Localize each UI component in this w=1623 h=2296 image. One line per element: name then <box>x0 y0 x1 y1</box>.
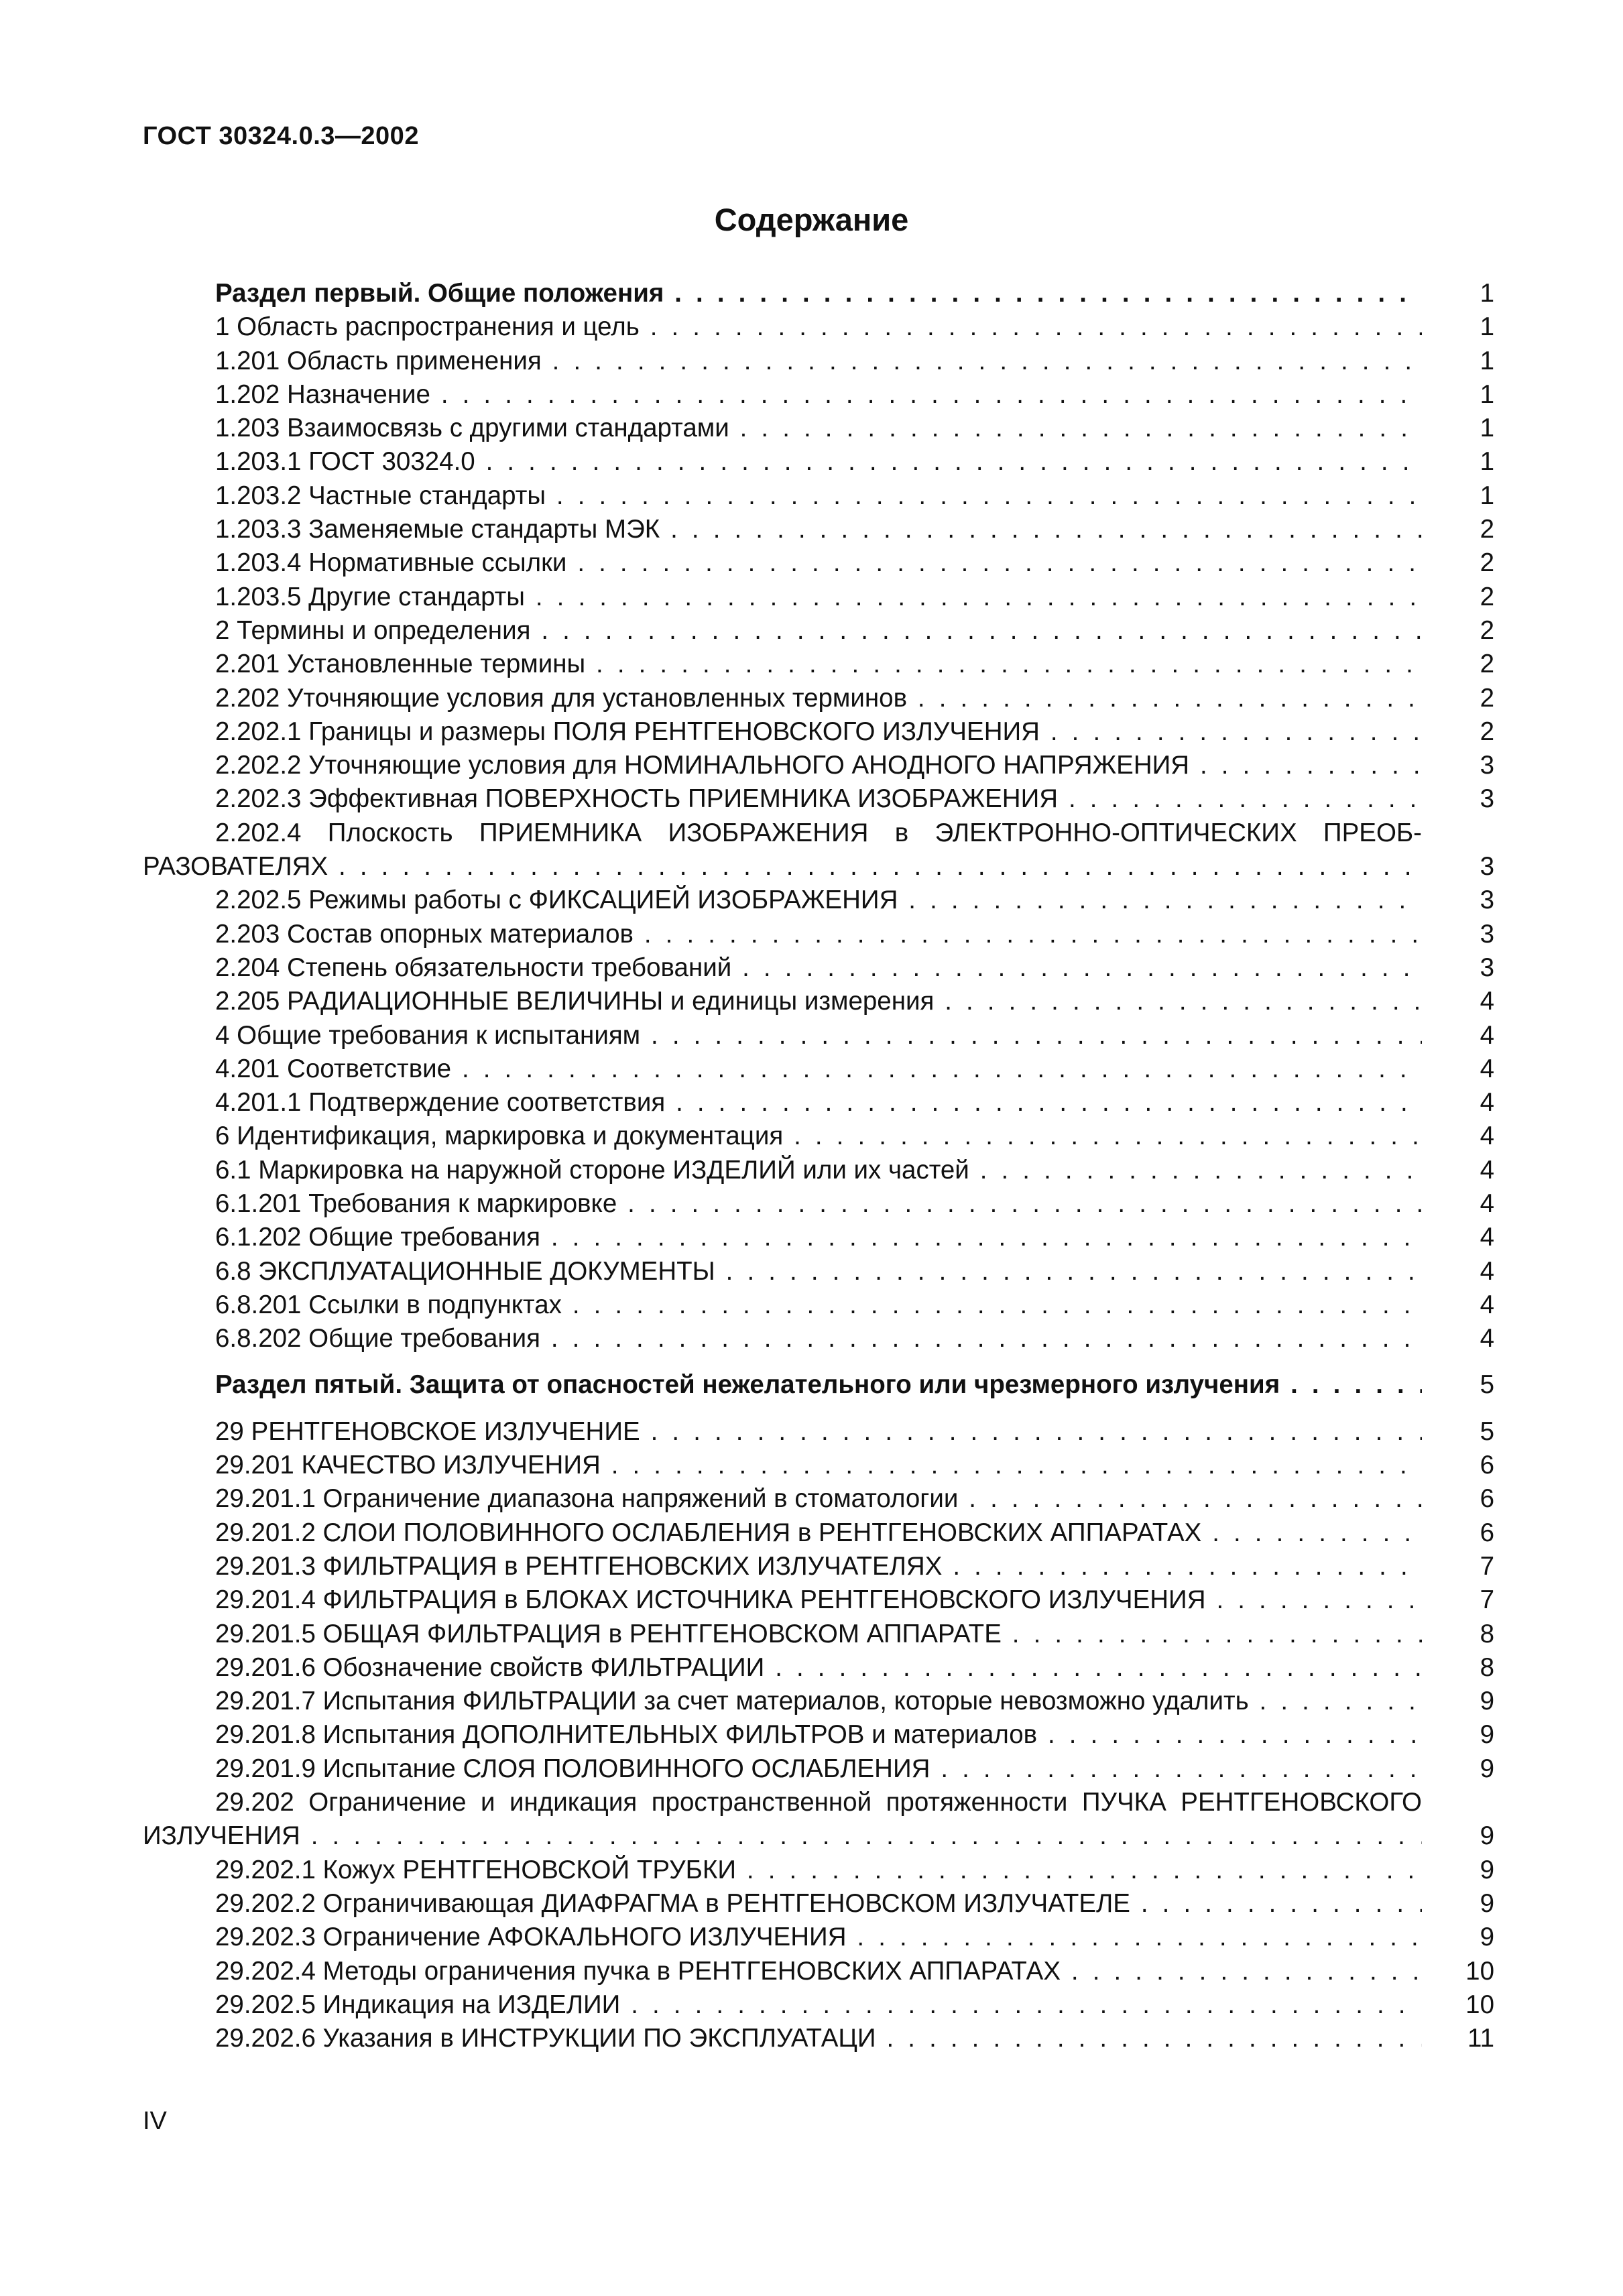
toc-entry <box>0 378 1623 412</box>
toc-entry-page: 1 <box>1480 481 1494 510</box>
toc-entry-text: РАЗОВАТЕЛЯХ . . . <box>143 850 1422 884</box>
toc-entry-page: 6 <box>1480 1451 1494 1480</box>
toc-entry-text: 4.201 Соответствие . . . <box>215 1052 1422 1086</box>
toc-entry-page: 6 <box>1480 1518 1494 1547</box>
toc-entry-page: 4 <box>1480 1155 1494 1185</box>
toc-entry-page: 8 <box>1480 1652 1494 1682</box>
toc-entry-text: 6.8.202 Общие требования . . . <box>215 1322 1422 1355</box>
toc-entry-page: 1 <box>1480 312 1494 342</box>
toc-entry <box>0 1415 1623 1449</box>
page-title: Содержание <box>714 202 909 237</box>
toc-entry-text: 6.8.201 Ссылки в подпунктах . . . <box>215 1288 1422 1322</box>
toc-entry-text: 1.201 Область применения . . . <box>215 345 1422 378</box>
toc-entry-text: 6.1.201 Требования к маркировке . . . <box>215 1187 1422 1221</box>
toc-entry-page: 9 <box>1480 1888 1494 1918</box>
toc-entry-page: 4 <box>1480 1324 1494 1353</box>
toc-entry <box>0 1516 1623 1550</box>
toc-entry-text: 29.202 Ограничение и индикация пространственной протяженности ПУЧКА РЕНТГЕНОВСКОГО <box>215 1788 1422 1817</box>
toc-entry-text: 29.201.1 Ограничение диапазона напряжений в стоматологии . . . <box>215 1482 1422 1516</box>
toc-entry <box>0 1221 1623 1254</box>
toc-entry <box>0 1955 1623 1988</box>
toc-entry-page: 5 <box>1480 1416 1494 1446</box>
toc-entry <box>0 1887 1623 1921</box>
toc-entry-page: 10 <box>1465 1990 1494 2019</box>
document-header: ГОСТ 30324.0.3—2002 <box>143 122 419 150</box>
toc-entry <box>0 749 1623 782</box>
toc-entry-text: 29.202.6 Указания в ИНСТРУКЦИИ ПО ЭКСПЛУАТАЦИ . . . <box>215 2022 1422 2055</box>
toc-entry-page: 4 <box>1480 1223 1494 1252</box>
toc-entry-text: 1.203.4 Нормативные ссылки . . . <box>215 546 1422 580</box>
toc-entry-page: 4 <box>1480 1189 1494 1219</box>
toc-entry-page: 9 <box>1480 1687 1494 1716</box>
toc-entry <box>0 918 1623 951</box>
toc-entry-page: 11 <box>1467 2024 1494 2053</box>
toc-entry <box>0 1322 1623 1355</box>
toc-entry <box>0 546 1623 580</box>
toc-entry <box>0 310 1623 344</box>
toc-entry <box>0 715 1623 749</box>
toc-entry <box>0 412 1623 445</box>
page-number: IV <box>143 2107 167 2135</box>
toc-entry-text: 1 Область распространения и цель . . . <box>215 310 1422 344</box>
toc-entry <box>0 614 1623 648</box>
toc-entry-page: 7 <box>1480 1551 1494 1581</box>
toc-entry-text: 2.203 Состав опорных материалов . . . <box>215 918 1422 951</box>
toc-entry-text: 29.202.1 Кожух РЕНТГЕНОВСКОЙ ТРУБКИ . . . <box>215 1854 1422 1887</box>
toc-entry-text: 6 Идентификация, маркировка и документация . . . <box>215 1120 1422 1153</box>
table-of-contents <box>0 277 1623 2055</box>
toc-entry-text: 2.202.1 Границы и размеры ПОЛЯ РЕНТГЕНОВСКОГО ИЗЛУЧЕНИЯ . . . <box>215 715 1422 749</box>
toc-entry <box>0 1685 1623 1718</box>
toc-entry <box>0 1550 1623 1583</box>
toc-entry <box>0 2022 1623 2055</box>
toc-entry-page: 1 <box>1480 447 1494 477</box>
toc-entry <box>0 513 1623 546</box>
toc-entry <box>0 1187 1623 1221</box>
toc-entry <box>0 1583 1623 1617</box>
toc-entry <box>0 648 1623 681</box>
toc-entry-text: 29.201.8 Испытания ДОПОЛНИТЕЛЬНЫХ ФИЛЬТРОВ и материалов . . . <box>215 1718 1422 1752</box>
toc-entry <box>0 1786 1623 1819</box>
toc-entry-page: 3 <box>1480 886 1494 915</box>
toc-entry-page: 3 <box>1480 953 1494 982</box>
toc-entry-text: 6.8 ЭКСПЛУАТАЦИОННЫЕ ДОКУМЕНТЫ . . . <box>215 1255 1422 1288</box>
toc-entry-text: 29.201.2 СЛОИ ПОЛОВИННОГО ОСЛАБЛЕНИЯ в РЕНТГЕНОВСКИХ АППАРАТАХ . . . <box>215 1516 1422 1550</box>
toc-entry-text: 1.202 Назначение . . . <box>215 378 1422 412</box>
toc-entry-text: 29.201.6 Обозначение свойств ФИЛЬТРАЦИИ . . . <box>215 1651 1422 1685</box>
toc-entry <box>0 1618 1623 1651</box>
toc-entry-page: 2 <box>1480 683 1494 713</box>
toc-entry-page: 9 <box>1480 1821 1494 1851</box>
toc-entry <box>0 1052 1623 1086</box>
toc-entry <box>0 1921 1623 1954</box>
toc-entry-page: 4 <box>1480 1020 1494 1050</box>
toc-entry-text: 2.205 РАДИАЦИОННЫЕ ВЕЛИЧИНЫ и единицы измерения . . . <box>215 985 1422 1018</box>
toc-entry-text: 4.201.1 Подтверждение соответствия . . . <box>215 1086 1422 1120</box>
toc-entry <box>0 1651 1623 1685</box>
toc-entry-page: 1 <box>1480 346 1494 375</box>
toc-entry-page: 4 <box>1480 1122 1494 1151</box>
toc-entry-text: 29.202.5 Индикация на ИЗДЕЛИИ . . . <box>215 1988 1422 2022</box>
toc-entry <box>0 445 1623 479</box>
toc-entry-text: 2 Термины и определения . . . <box>215 614 1422 648</box>
toc-entry-page: 9 <box>1480 1754 1494 1783</box>
toc-entry-page: 9 <box>1480 1923 1494 1952</box>
toc-entry-page: 9 <box>1480 1720 1494 1750</box>
toc-entry <box>0 1752 1623 1786</box>
toc-entry <box>0 479 1623 513</box>
toc-entry-page: 4 <box>1480 1290 1494 1319</box>
toc-entry-page: 5 <box>1480 1370 1494 1399</box>
toc-entry-text: 2.202.5 Режимы работы с ФИКСАЦИЕЙ ИЗОБРАЖЕНИЯ . . . <box>215 884 1422 917</box>
toc-entry-text: 29.202.3 Ограничение АФОКАЛЬНОГО ИЗЛУЧЕНИЯ . . . <box>215 1921 1422 1954</box>
toc-entry-text: 1.203.2 Частные стандарты . . . <box>215 479 1422 513</box>
toc-entry <box>0 985 1623 1018</box>
toc-entry-page: 3 <box>1480 751 1494 780</box>
toc-entry-page: 3 <box>1480 784 1494 814</box>
toc-section-heading <box>0 277 1623 310</box>
toc-entry-text: 29.201.7 Испытания ФИЛЬТРАЦИИ за счет материалов, которые невозможно удалить . . . <box>215 1685 1422 1718</box>
toc-entry-text: 1.203.3 Заменяемые стандарты МЭК . . . <box>215 513 1422 546</box>
toc-entry-text: 2.201 Установленные термины . . . <box>215 648 1422 681</box>
toc-entry-page: 3 <box>1480 919 1494 949</box>
toc-entry-text: 2.202.4 Плоскость ПРИЕМНИКА ИЗОБРАЖЕНИЯ в ЭЛЕКТРОННО-ОПТИЧЕСКИХ ПРЕОБ- <box>215 818 1422 847</box>
toc-entry-page: 2 <box>1480 650 1494 679</box>
toc-section-heading <box>0 1368 1623 1402</box>
toc-entry-page: 4 <box>1480 1054 1494 1083</box>
toc-entry-text: 4 Общие требования к испытаниям . . . <box>215 1019 1422 1052</box>
toc-entry <box>0 1718 1623 1752</box>
toc-entry <box>0 1988 1623 2022</box>
toc-entry-text: 6.1.202 Общие требования . . . <box>215 1221 1422 1254</box>
toc-entry <box>0 884 1623 917</box>
toc-entry-page: 7 <box>1480 1585 1494 1615</box>
toc-entry-text: 29 РЕНТГЕНОВСКОЕ ИЗЛУЧЕНИЕ . . . <box>215 1415 1422 1449</box>
toc-entry <box>0 1086 1623 1120</box>
toc-entry-text: 2.202.3 Эффективная ПОВЕРХНОСТЬ ПРИЕМНИКА ИЗОБРАЖЕНИЯ . . . <box>215 782 1422 816</box>
toc-entry-text: 1.203.1 ГОСТ 30324.0 . . . <box>215 445 1422 479</box>
toc-entry-page: 2 <box>1480 615 1494 645</box>
toc-entry <box>0 782 1623 816</box>
toc-entry-text: 29.201.4 ФИЛЬТРАЦИЯ в БЛОКАХ ИСТОЧНИКА РЕНТГЕНОВСКОГО ИЗЛУЧЕНИЯ . . . <box>215 1583 1422 1617</box>
toc-entry <box>0 1854 1623 1887</box>
toc-entry-continuation <box>0 1819 1623 1853</box>
toc-entry-page: 10 <box>1465 1956 1494 1986</box>
toc-entry-text: 29.202.4 Методы ограничения пучка в РЕНТГЕНОВСКИХ АППАРАТАХ . . . <box>215 1955 1422 1988</box>
toc-entry <box>0 817 1623 850</box>
toc-entry-text: 29.201.9 Испытание СЛОЯ ПОЛОВИННОГО ОСЛАБЛЕНИЯ . . . <box>215 1752 1422 1786</box>
toc-entry-page: 2 <box>1480 548 1494 578</box>
toc-entry-page: 2 <box>1480 582 1494 611</box>
toc-entry-page: 6 <box>1480 1484 1494 1514</box>
toc-entry <box>0 1255 1623 1288</box>
toc-entry-page: 4 <box>1480 1088 1494 1117</box>
toc-entry <box>0 951 1623 985</box>
toc-entry-text: 29.201.5 ОБЩАЯ ФИЛЬТРАЦИЯ в РЕНТГЕНОВСКОМ АППАРАТЕ . . . <box>215 1618 1422 1651</box>
toc-entry <box>0 345 1623 378</box>
toc-entry-page: 2 <box>1480 515 1494 544</box>
toc-entry-text: 29.201 КАЧЕСТВО ИЗЛУЧЕНИЯ . . . <box>215 1449 1422 1482</box>
toc-entry-page: 1 <box>1480 379 1494 409</box>
toc-entry-text: Раздел первый. Общие положения . . . <box>215 277 1422 310</box>
toc-entry-page: 4 <box>1480 1256 1494 1286</box>
toc-entry-text: 1.203.5 Другие стандарты . . . <box>215 581 1422 614</box>
toc-entry <box>0 1019 1623 1052</box>
toc-entry-text: Раздел пятый. Защита от опасностей нежелательного или чрезмерного излучения . . . <box>215 1368 1422 1402</box>
toc-entry <box>0 1482 1623 1516</box>
toc-entry-text: 2.202 Уточняющие условия для установленных терминов . . . <box>215 682 1422 715</box>
toc-entry <box>0 1449 1623 1482</box>
toc-entry-page: 4 <box>1480 987 1494 1016</box>
toc-entry-page: 8 <box>1480 1619 1494 1648</box>
toc-entry <box>0 682 1623 715</box>
toc-entry-continuation <box>0 850 1623 884</box>
toc-entry-text: 2.202.2 Уточняющие условия для НОМИНАЛЬНОГО АНОДНОГО НАПРЯЖЕНИЯ . . . <box>215 749 1422 782</box>
toc-entry-page: 1 <box>1480 279 1494 308</box>
toc-entry-page: 3 <box>1480 852 1494 882</box>
toc-entry-text: 6.1 Маркировка на наружной стороне ИЗДЕЛИЙ или их частей . . . <box>215 1154 1422 1187</box>
toc-entry-text: 29.202.2 Ограничивающая ДИАФРАГМА в РЕНТГЕНОВСКОМ ИЗЛУЧАТЕЛЕ . . . <box>215 1887 1422 1921</box>
toc-entry <box>0 581 1623 614</box>
toc-entry-page: 2 <box>1480 717 1494 746</box>
toc-entry <box>0 1154 1623 1187</box>
toc-entry-text: ИЗЛУЧЕНИЯ . . . <box>143 1819 1422 1853</box>
toc-entry-page: 9 <box>1480 1855 1494 1884</box>
toc-entry-text: 1.203 Взаимосвязь с другими стандартами . . . <box>215 412 1422 445</box>
toc-entry-text: 2.204 Степень обязательности требований . . . <box>215 951 1422 985</box>
toc-entry <box>0 1120 1623 1153</box>
toc-entry-text: 29.201.3 ФИЛЬТРАЦИЯ в РЕНТГЕНОВСКИХ ИЗЛУЧАТЕЛЯХ . . . <box>215 1550 1422 1583</box>
toc-entry <box>0 1288 1623 1322</box>
toc-entry-page: 1 <box>1480 414 1494 443</box>
